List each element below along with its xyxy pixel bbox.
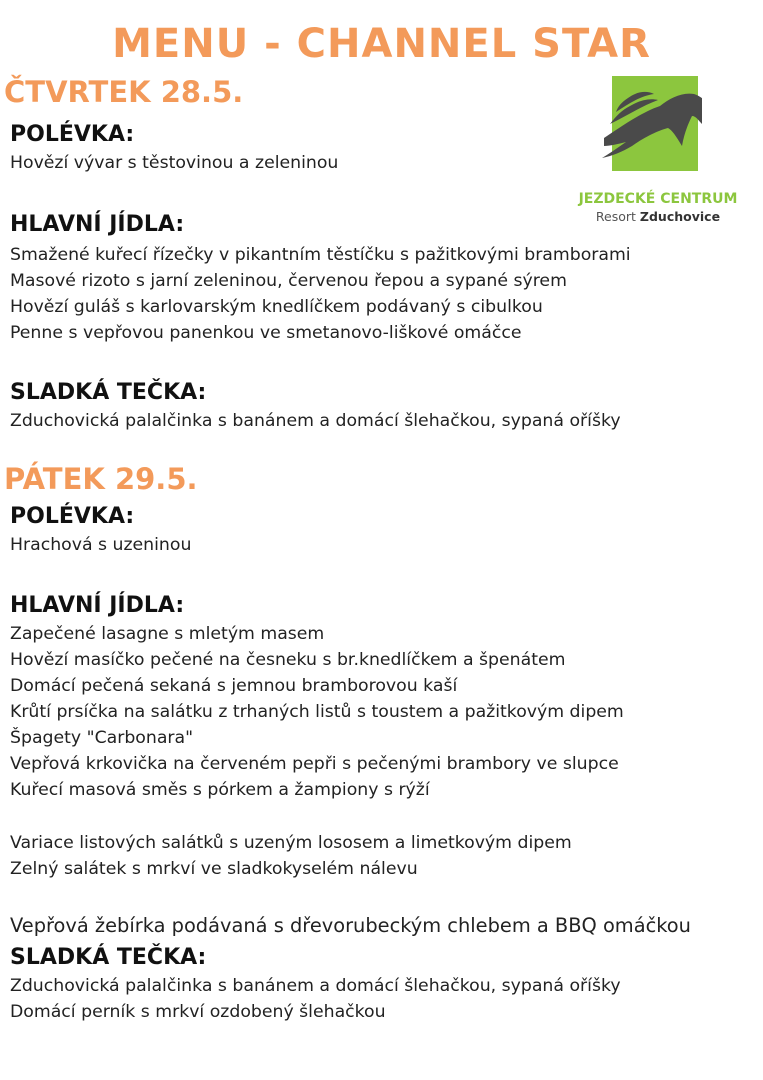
menu-item: Masové rizoto s jarní zeleninou, červenou řepou a sypané sýrem bbox=[10, 271, 567, 291]
menu-item: Penne s vepřovou panenkou ve smetanovo-liškové omáčce bbox=[10, 323, 522, 343]
resort-logo bbox=[578, 76, 740, 226]
menu-item: Domácí pečená sekaná s jemnou bramborovou kaší bbox=[10, 676, 458, 696]
menu-item: Hrachová s uzeninou bbox=[10, 535, 192, 555]
menu-title: MENU - CHANNEL STAR bbox=[112, 21, 651, 67]
logo-name: JEZDECKÉ CENTRUM bbox=[578, 191, 738, 207]
salad-item: Zelný salátek s mrkví ve sladkokyselém nálevu bbox=[10, 859, 418, 879]
special-item: Vepřová žebírka podávaná s dřevorubeckým chlebem a BBQ omáčkou bbox=[10, 914, 691, 937]
section-heading-dessert: SLADKÁ TEČKA: bbox=[10, 945, 207, 970]
section-heading-dessert: SLADKÁ TEČKA: bbox=[10, 380, 207, 405]
menu-item: Hovězí masíčko pečené na česneku s br.knedlíčkem a špenátem bbox=[10, 650, 566, 670]
menu-item: Smažené kuřecí řízečky v pikantním těstíčku s pažitkovými bramborami bbox=[10, 245, 631, 265]
menu-item: Krůtí prsíčka na salátku z trhaných listů s toustem a pažitkovým dipem bbox=[10, 702, 624, 722]
day-heading: PÁTEK 29.5. bbox=[4, 462, 198, 496]
menu-item: Hovězí guláš s karlovarským knedlíčkem podávaný s cibulkou bbox=[10, 297, 543, 317]
section-heading-mains: HLAVNÍ JÍDLA: bbox=[10, 212, 185, 237]
horse-head-icon bbox=[602, 76, 702, 171]
logo-sub-light: Resort bbox=[595, 209, 636, 224]
section-heading-soup: POLÉVKA: bbox=[10, 122, 135, 147]
day-heading: ČTVRTEK 28.5. bbox=[4, 75, 244, 109]
logo-sub-bold: Zduchovice bbox=[639, 209, 721, 224]
menu-item: Hovězí vývar s těstovinou a zeleninou bbox=[10, 153, 339, 173]
menu-item: Domácí perník s mrkví ozdobený šlehačkou bbox=[10, 1002, 386, 1022]
menu-item: Zduchovická palalčinka s banánem a domácí šlehačkou, sypaná oříšky bbox=[10, 411, 621, 431]
menu-item: Vepřová krkovička na červeném pepři s pečenými brambory ve slupce bbox=[10, 754, 619, 774]
section-heading-soup: POLÉVKA: bbox=[10, 504, 135, 529]
menu-item: Špagety "Carbonara" bbox=[10, 728, 194, 748]
logo-subtitle bbox=[578, 209, 738, 225]
salad-item: Variace listových salátků s uzeným lososem a limetkovým dipem bbox=[10, 833, 572, 853]
menu-item: Kuřecí masová směs s pórkem a žampiony s rýží bbox=[10, 780, 430, 800]
section-heading-mains: HLAVNÍ JÍDLA: bbox=[10, 593, 185, 618]
menu-item: Zapečené lasagne s mletým masem bbox=[10, 624, 325, 644]
menu-item: Zduchovická palalčinka s banánem a domácí šlehačkou, sypaná oříšky bbox=[10, 976, 621, 996]
